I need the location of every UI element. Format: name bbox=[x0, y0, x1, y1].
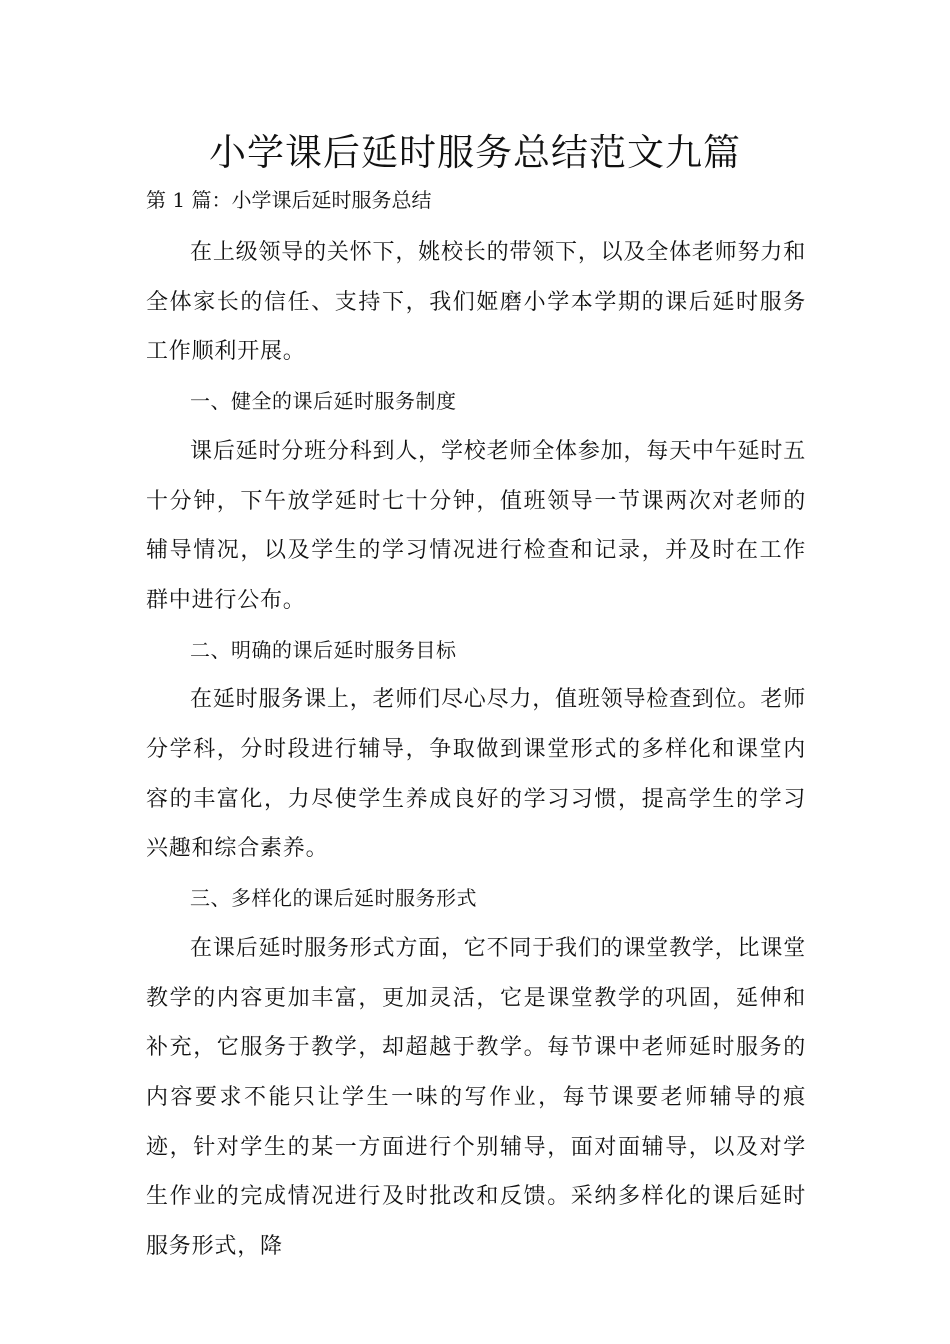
paragraph-section-2: 在延时服务课上，老师们尽心尽力，值班领导检查到位。老师分学科，分时段进行辅导，争取做到课堂形式的多样化和课堂内容的丰富化，力尽使学生养成良好的学习习惯，提高学生的学习兴趣和综合素养。 bbox=[146, 687, 806, 862]
paragraph-intro: 在上级领导的关怀下，姚校长的带领下，以及全体老师努力和全体家长的信任、支持下，我们姬磨小学本学期的课后延时服务工作顺利开展。 bbox=[146, 240, 806, 365]
section-heading-3: 三、多样化的课后延时服务形式 bbox=[190, 886, 477, 911]
document-body bbox=[146, 228, 806, 1272]
section-heading-1: 一、健全的课后延时服务制度 bbox=[190, 389, 457, 414]
paragraph-section-3: 在课后延时服务形式方面，它不同于我们的课堂教学，比课堂教学的内容更加丰富，更加灵活，它是课堂教学的巩固，延伸和补充，它服务于教学，却超越于教学。每节课中老师延时服务的内容要求不能只让学生一味的写作业，每节课要老师辅导的痕迹，针对学生的某一方面进行个别辅导，面对面辅导，以及对学生作业的完成情况进行及时批改和反馈。采纳多样化的课后延时服务形式，降 bbox=[146, 935, 806, 1260]
document-title: 小学课后延时服务总结范文九篇 bbox=[209, 131, 741, 174]
document-subtitle: 第 1 篇：小学课后延时服务总结 bbox=[146, 188, 432, 212]
section-heading-2: 二、明确的课后延时服务目标 bbox=[190, 637, 457, 662]
paragraph-section-1: 课后延时分班分科到人，学校老师全体参加，每天中午延时五十分钟，下午放学延时七十分钟，值班领导一节课两次对老师的辅导情况，以及学生的学习情况进行检查和记录，并及时在工作群中进行公布。 bbox=[146, 438, 806, 613]
